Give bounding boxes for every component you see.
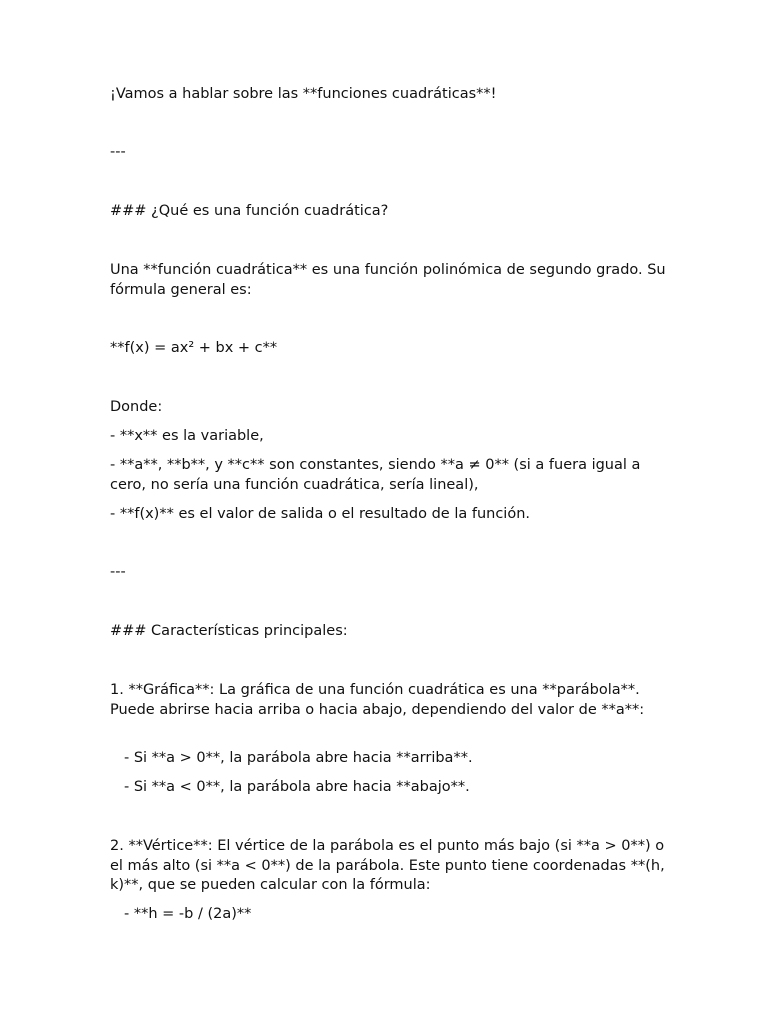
list-item-output: - **f(x)** es el valor de salida o el resultado de la función. [110, 506, 531, 522]
sub-item-a-positive: - Si **a > 0**, la parábola abre hacia **arriba**. [124, 750, 473, 766]
list-item-variable: - **x** es la variable, [110, 428, 264, 444]
list-item-constants: - **a**, **b**, y **c** son constantes, siendo **a ≠ 0** (si a fuera igual a cero, no sería una función cuadrática, sería lineal), [110, 457, 641, 493]
intro-paragraph: ¡Vamos a hablar sobre las **funciones cuadráticas**! [110, 86, 497, 102]
formula-line: **f(x) = ax² + bx + c** [110, 340, 278, 356]
numbered-item-vertice: 2. **Vértice**: El vértice de la parábola es el punto más bajo (si **a > 0**) o el más alto (si **a < 0**) de la parábola. Este punto tiene coordenadas **(h, k)**, que se pueden calcular con la fórmula: [110, 838, 665, 893]
numbered-item-grafica: 1. **Gráfica**: La gráfica de una función cuadrática es una **parábola**. Puede abrirse hacia arriba o hacia abajo, dependiendo del valor de **a**: [110, 682, 645, 718]
horizontal-rule-1: --- [110, 144, 126, 160]
definition-paragraph: Una **función cuadrática** es una función polinómica de segundo grado. Su fórmula general es: [110, 262, 666, 298]
horizontal-rule-2: --- [110, 564, 126, 580]
section-heading-2: ### Características principales: [110, 623, 348, 639]
donde-label: Donde: [110, 399, 163, 415]
sub-item-a-negative: - Si **a < 0**, la parábola abre hacia **abajo**. [124, 779, 470, 795]
section-heading-1: ### ¿Qué es una función cuadrática? [110, 203, 389, 219]
sub-item-h-formula: - **h = -b / (2a)** [124, 906, 252, 922]
